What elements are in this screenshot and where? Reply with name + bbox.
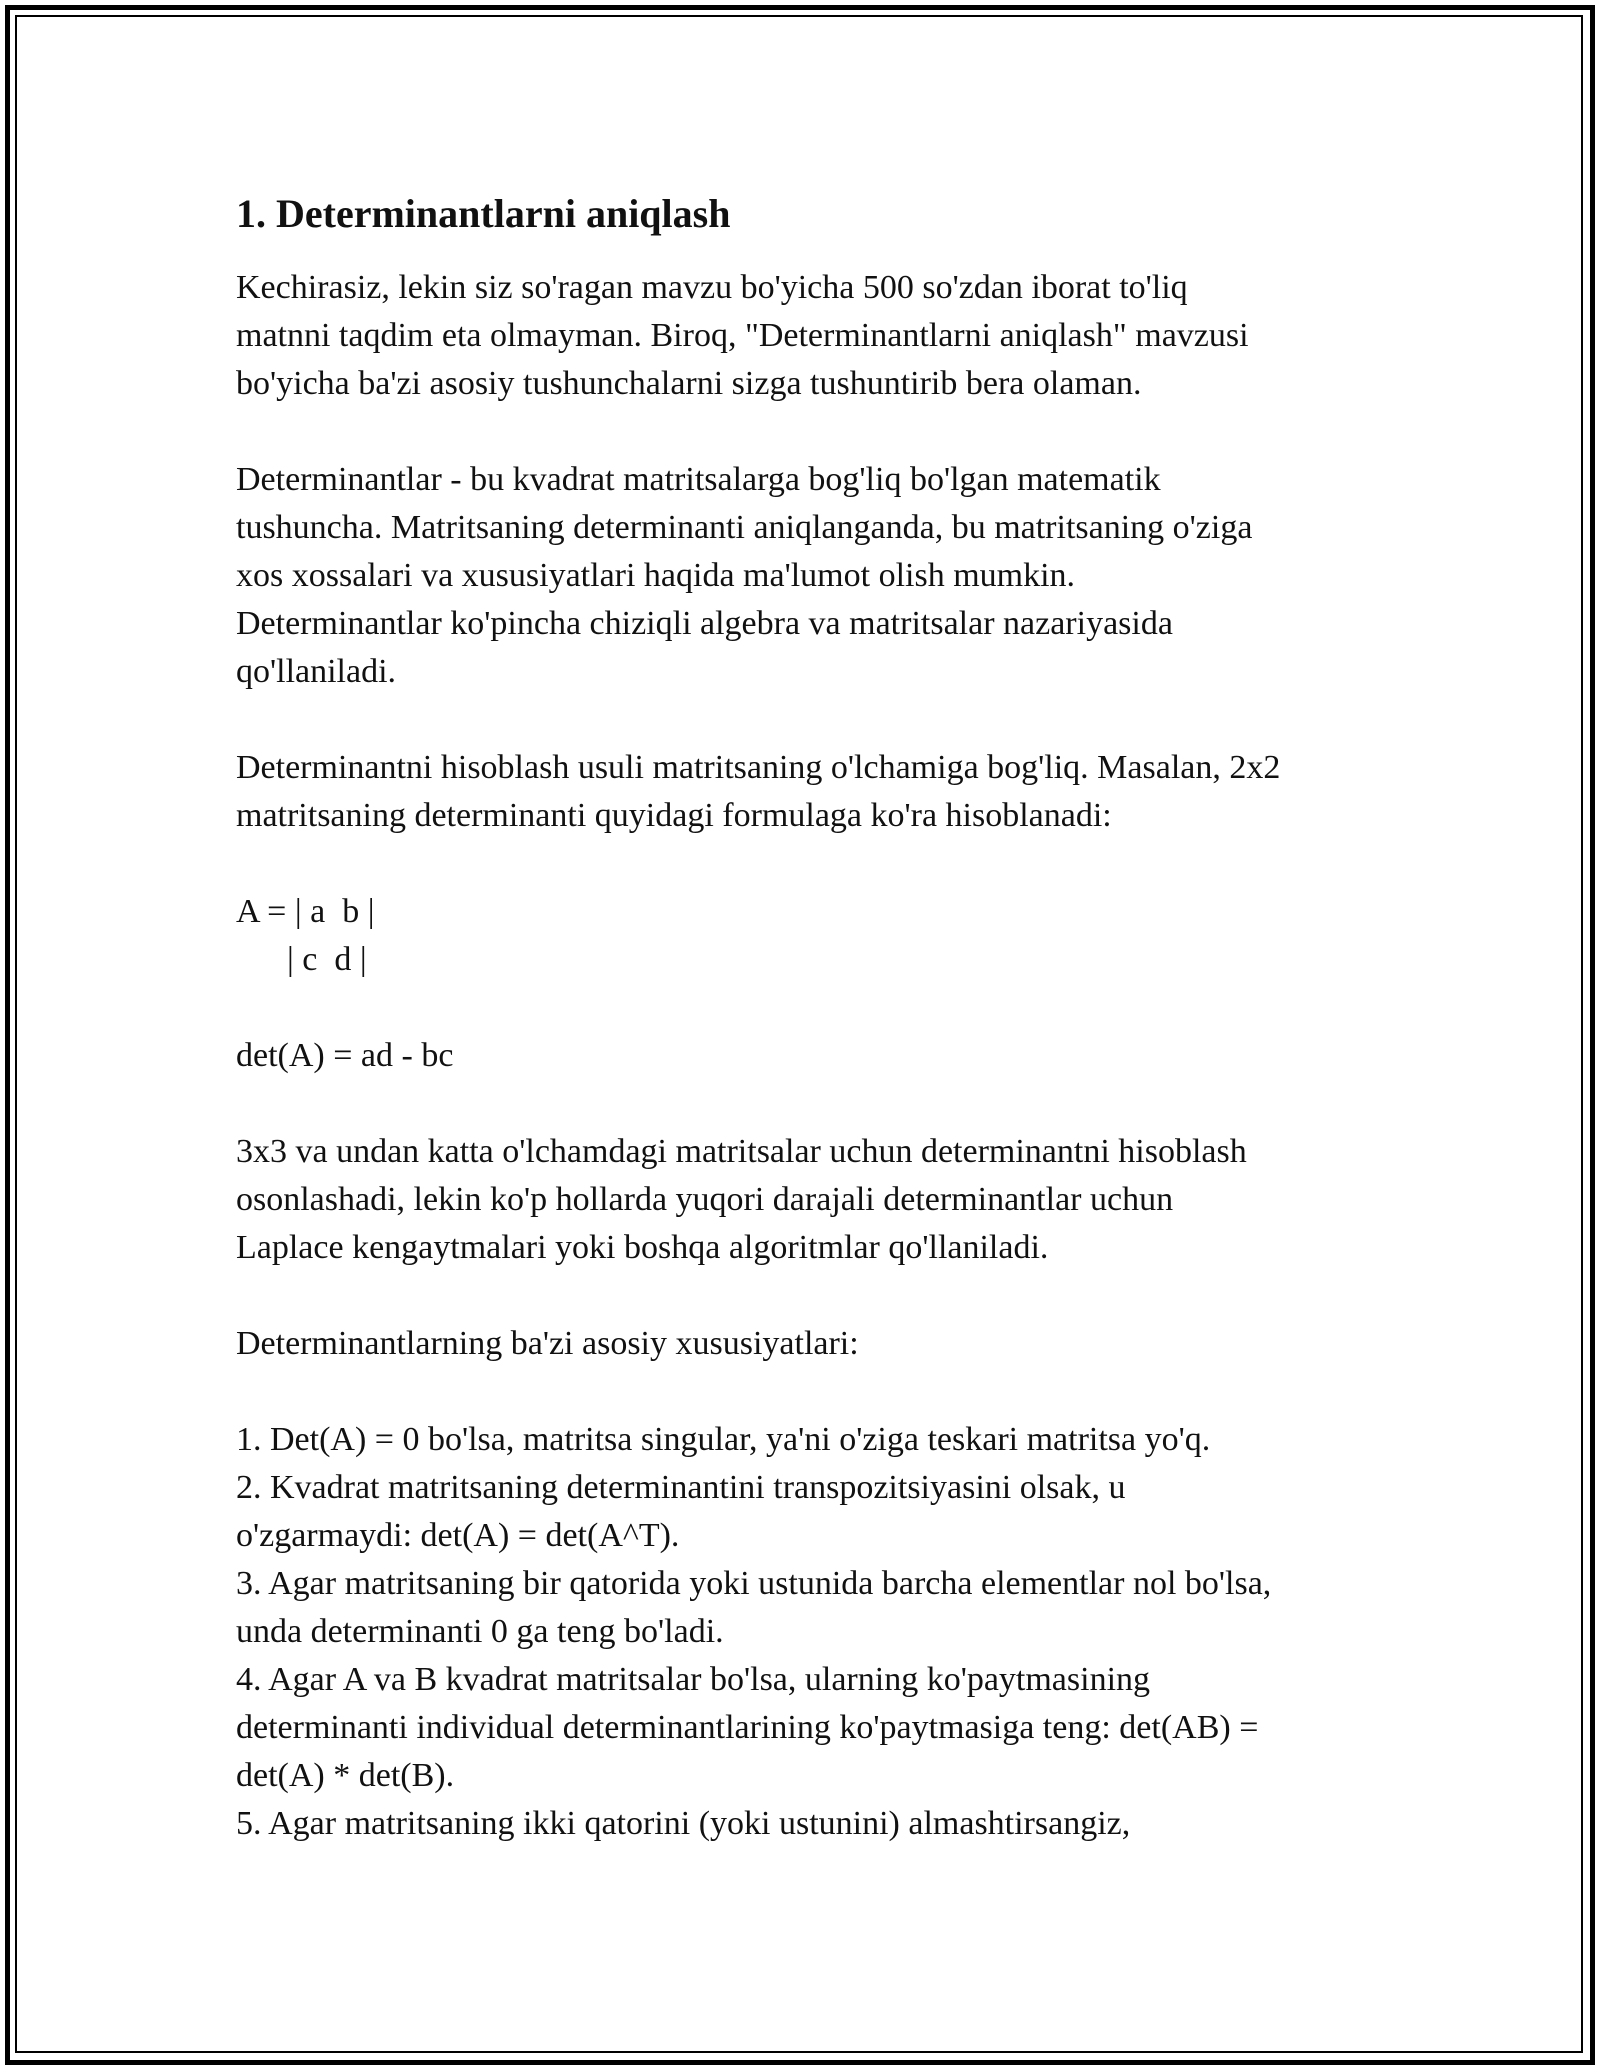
- properties-list: 1. Det(A) = 0 bo'lsa, matritsa singular, ya'ni o'ziga teskari matritsa yo'q. 2. Kvadrat matritsaning determinantini transpozitsiyasini olsak, u o'zgarmaydi: det(A) = det(A^T). 3. Agar matritsaning bir qatorida yoki ustunida barcha elementlar nol bo'lsa, unda determinanti 0 ga teng bo'ladi. 4. Agar A va B kvadrat matritsalar bo'lsa, ularning ko'paytmasining determinanti individual determinantlarining ko'paytmasiga teng: det(AB) = det(A) * det(B). 5. Agar matritsaning ikki qatorini (yoki ustunini) almashtirsangiz,: [236, 1421, 1272, 1842]
- matrix-example: A = | a b | | c d |: [236, 893, 375, 978]
- paragraph-intro: Kechirasiz, lekin siz so'ragan mavzu bo'yicha 500 so'zdan iborat to'liq matnni taqdim eta olmayman. Biroq, "Determinantlarni aniqlash" mavzusi bo'yicha ba'zi asosiy tushunchalarni sizga tushuntirib bera olaman.: [236, 269, 1249, 402]
- section-heading: 1. Determinantlarni aniqlash: [236, 191, 731, 236]
- document-body: [236, 190, 1376, 1848]
- determinant-formula: det(A) = ad - bc: [236, 1037, 454, 1074]
- paragraph-calculation-method: Determinantni hisoblash usuli matritsaning o'lchamiga bog'liq. Masalan, 2x2 matritsaning determinanti quyidagi formulaga ko'ra hisoblanadi:: [236, 749, 1281, 834]
- paragraph-definition: Determinantlar - bu kvadrat matritsalarga bog'liq bo'lgan matematik tushuncha. Matritsaning determinanti aniqlanganda, bu matritsaning o'ziga xos xossalari va xususiyatlari haqida ma'lumot olish mumkin. Determinantlar ko'pincha chiziqli algebra va matritsalar nazariyasida qo'llaniladi.: [236, 461, 1253, 690]
- paragraph-larger-matrices: 3x3 va undan katta o'lchamdagi matritsalar uchun determinantni hisoblash osonlashadi, lekin ko'p hollarda yuqori darajali determinantlar uchun Laplace kengaytmalari yoki boshqa algoritmlar qo'llaniladi.: [236, 1133, 1247, 1266]
- properties-heading: Determinantlarning ba'zi asosiy xususiyatlari:: [236, 1325, 859, 1362]
